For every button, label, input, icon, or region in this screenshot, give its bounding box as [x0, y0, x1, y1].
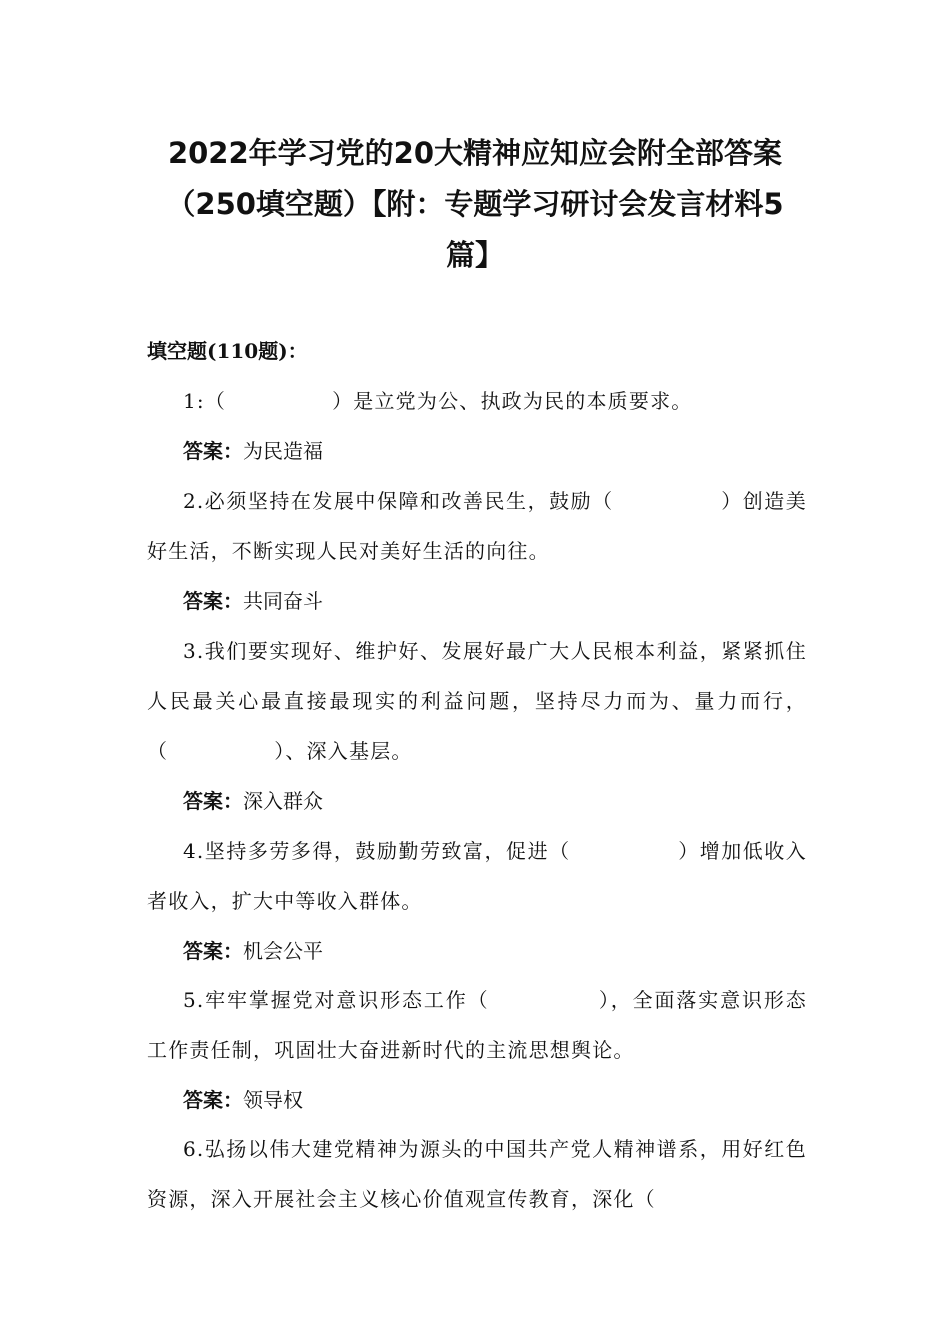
answer-text: 领导权	[243, 1088, 303, 1112]
question-5	[147, 975, 807, 1125]
answer-text: 机会公平	[243, 939, 323, 963]
question-text: 5.牢牢掌握党对意识形态工作（ ），全面落实意识形态工作责任制，巩固壮大奋进新时代的主流思想舆论。	[147, 988, 807, 1062]
question-text: 6.弘扬以伟大建党精神为源头的中国共产党人精神谱系，用好红色资源，深入开展社会主义核心价值观宣传教育，深化（	[147, 1137, 807, 1211]
title-line-2: （250填空题）【附：专题学习研讨会发言材料5	[166, 187, 784, 221]
question-4	[147, 826, 807, 976]
question-6	[147, 1124, 807, 1224]
answer-label: 答案：	[183, 789, 243, 813]
answer-label: 答案：	[183, 589, 243, 613]
question-text: 2.必须坚持在发展中保障和改善民生，鼓励（ ）创造美好生活，不断实现人民对美好生活的向往。	[147, 489, 807, 563]
question-1	[147, 376, 807, 476]
question-text: 4.坚持多劳多得，鼓励勤劳致富，促进（ ）增加低收入者收入，扩大中等收入群体。	[147, 839, 807, 913]
answer	[147, 576, 807, 626]
question-text: 1:（ ）是立党为公、执政为民的本质要求。	[183, 389, 693, 413]
answer	[147, 776, 807, 826]
title-line-1: 2022年学习党的20大精神应知应会附全部答案	[167, 136, 783, 170]
title-line-3: 篇】	[445, 238, 504, 272]
document-title	[140, 128, 810, 281]
question-text: 3.我们要实现好、维护好、发展好最广大人民根本利益，紧紧抓住人民最关心最直接最现实的利益问题，坚持尽力而为、量力而行，（ ）、深入基层。	[147, 639, 807, 763]
section-heading: 填空题(110题)：	[147, 339, 308, 363]
answer-label: 答案：	[183, 439, 243, 463]
question-2	[147, 476, 807, 626]
answer-text: 深入群众	[243, 789, 323, 813]
answer-text: 共同奋斗	[243, 589, 323, 613]
answer-label: 答案：	[183, 1088, 243, 1112]
answer	[147, 926, 807, 976]
answer	[147, 1075, 807, 1125]
answer-label: 答案：	[183, 939, 243, 963]
answer	[147, 426, 807, 476]
answer-text: 为民造福	[243, 439, 323, 463]
question-3	[147, 626, 807, 826]
